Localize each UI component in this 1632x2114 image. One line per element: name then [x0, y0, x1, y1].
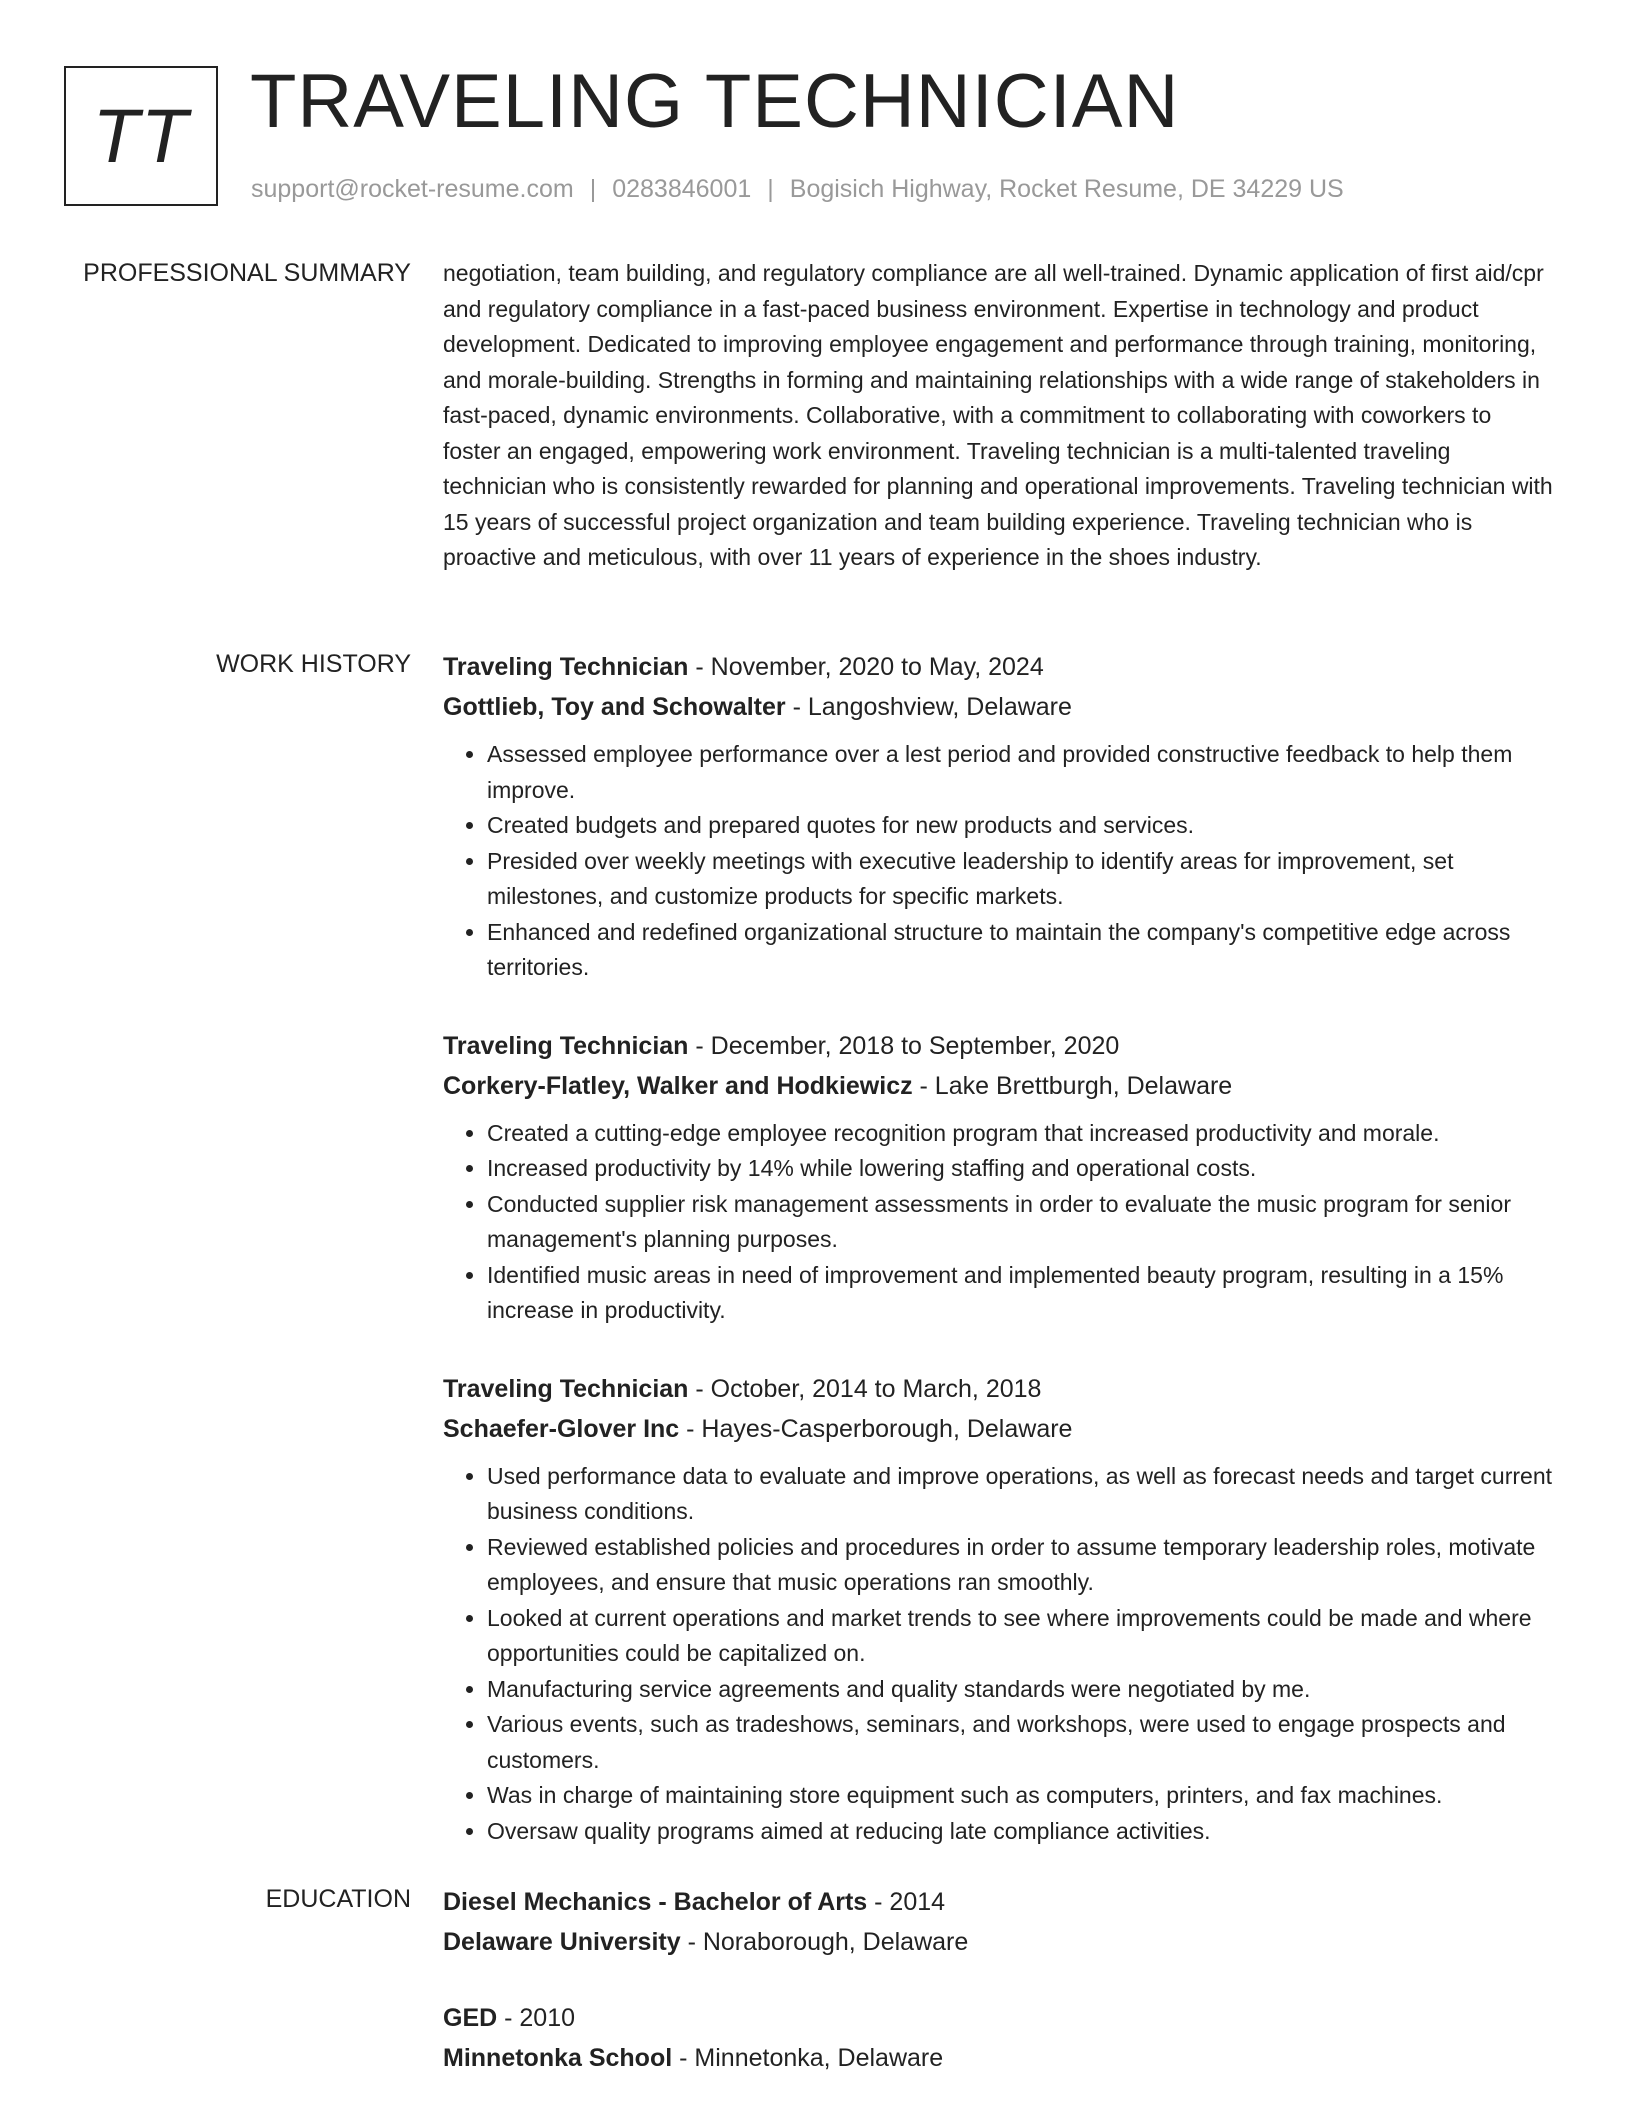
work-history-body — [443, 647, 1553, 1889]
education-degree-line — [443, 1998, 1553, 2038]
education-body — [443, 1882, 1553, 2114]
job-bullet: • Enhanced and redefined organizational structure to maintain the company's competitive edge across territories. — [487, 915, 1553, 986]
job-location: - Langoshview, Delaware — [785, 693, 1072, 721]
job-bullet: • Looked at current operations and market trends to see where improvements could be made and where opportunities could be capitalized on. — [487, 1601, 1553, 1672]
job-company-line — [443, 1066, 1553, 1106]
section-label-work-history: WORK HISTORY — [216, 650, 411, 678]
job-title-line — [443, 647, 1553, 687]
resume-name: TRAVELING TECHNICIAN — [250, 59, 1180, 144]
education-school-line — [443, 2038, 1553, 2078]
job-bullet: • Presided over weekly meetings with executive leadership to identify areas for improvement, set milestones, and customize products for specific markets. — [487, 844, 1553, 915]
job-bullet: • Assessed employee performance over a lest period and provided constructive feedback to help them improve. — [487, 737, 1553, 808]
job-entry — [443, 647, 1553, 986]
job-bullet: • Various events, such as tradeshows, seminars, and workshops, were used to engage prospects and customers. — [487, 1707, 1553, 1778]
monogram-logo: TT — [64, 66, 218, 206]
education-location: - Noraborough, Delaware — [680, 1928, 969, 1956]
contact-line — [251, 172, 1344, 206]
section-label-education: EDUCATION — [265, 1885, 411, 1913]
job-title-line — [443, 1369, 1553, 1409]
job-bullet: • Created budgets and prepared quotes for new products and services. — [487, 808, 1553, 844]
contact-email: support@rocket-resume.com — [251, 175, 574, 203]
job-bullet: • Identified music areas in need of improvement and implemented beauty program, resulting in a 15% increase in productivity. — [487, 1258, 1553, 1329]
job-title: Traveling Technician — [443, 1374, 689, 1403]
job-entry — [443, 1026, 1553, 1329]
job-location: - Lake Brettburgh, Delaware — [912, 1071, 1233, 1100]
job-bullets — [443, 1116, 1553, 1329]
section-label-summary: PROFESSIONAL SUMMARY — [83, 259, 411, 287]
contact-separator: | — [589, 175, 597, 203]
education-school: Minnetonka School — [443, 2044, 673, 2072]
contact-separator: | — [767, 175, 774, 203]
job-dates: - December, 2018 to September, 2020 — [688, 1031, 1120, 1060]
contact-address: Bogisich Highway, Rocket Resume, DE 34229 US — [789, 175, 1344, 203]
job-location: - Hayes-Casperborough, Delaware — [679, 1414, 1073, 1443]
job-dates: - November, 2020 to May, 2024 — [688, 653, 1044, 681]
job-bullet: • Oversaw quality programs aimed at reducing late compliance activities. — [487, 1814, 1553, 1850]
education-entry — [443, 1998, 1553, 2078]
education-degree-line — [443, 1882, 1553, 1922]
job-company: Corkery-Flatley, Walker and Hodkiewicz — [443, 1071, 913, 1100]
job-company: Schaefer-Glover Inc — [443, 1414, 680, 1443]
job-bullet: • Created a cutting-edge employee recognition program that increased productivity and morale. — [487, 1116, 1553, 1152]
job-bullets — [443, 1459, 1553, 1850]
job-company-line — [443, 1409, 1553, 1449]
education-degree: GED — [443, 2004, 498, 2032]
job-title: Traveling Technician — [443, 1031, 689, 1060]
job-company-line — [443, 687, 1553, 727]
job-bullets — [443, 737, 1553, 986]
education-school-line — [443, 1922, 1553, 1962]
job-title: Traveling Technician — [443, 653, 689, 681]
education-year: - 2014 — [867, 1888, 946, 1916]
job-bullet: • Was in charge of maintaining store equipment such as computers, printers, and fax machines. — [487, 1778, 1553, 1814]
summary-text: negotiation, team building, and regulatory compliance are all well-trained. Dynamic application of first aid/cpr and regulatory compliance in a fast-paced business environment. Expertise in technology and product development. Dedicated to improving employee engagement and performance through training, monitoring, and morale-building. Strengths in forming and maintaining relationships with a wide range of stakeholders in fast-paced, dynamic environments. Collaborative, with a commitment to collaborating with coworkers to foster an engaged, empowering work environment. Traveling technician is a multi-talented traveling technician who is consistently rewarded for planning and operational improvements. Traveling technician with 15 years of successful project organization and team building experience. Traveling technician who is proactive and meticulous, with over 11 years of experience in the shoes industry. — [443, 260, 1553, 570]
job-dates: - October, 2014 to March, 2018 — [688, 1374, 1042, 1403]
job-entry — [443, 1369, 1553, 1850]
job-company: Gottlieb, Toy and Schowalter — [443, 693, 786, 721]
job-bullet: • Reviewed established policies and procedures in order to assume temporary leadership roles, motivate employees, and ensure that music operations ran smoothly. — [487, 1530, 1553, 1601]
job-bullet: • Manufacturing service agreements and quality standards were negotiated by me. — [487, 1672, 1553, 1708]
summary-body — [443, 256, 1553, 576]
job-title-line — [443, 1026, 1553, 1066]
job-bullet: • Used performance data to evaluate and improve operations, as well as forecast needs and target current business conditions. — [487, 1459, 1553, 1530]
job-bullet: • Increased productivity by 14% while lowering staffing and operational costs. — [487, 1151, 1553, 1187]
education-school: Delaware University — [443, 1928, 681, 1956]
education-year: - 2010 — [497, 2004, 576, 2032]
contact-phone: 0283846001 — [612, 175, 752, 203]
education-location: - Minnetonka, Delaware — [672, 2044, 944, 2072]
education-entry — [443, 1882, 1553, 1962]
job-bullet: • Conducted supplier risk management assessments in order to evaluate the music program for senior management's planning purposes. — [487, 1187, 1553, 1258]
education-degree: Diesel Mechanics - Bachelor of Arts — [443, 1888, 868, 1916]
